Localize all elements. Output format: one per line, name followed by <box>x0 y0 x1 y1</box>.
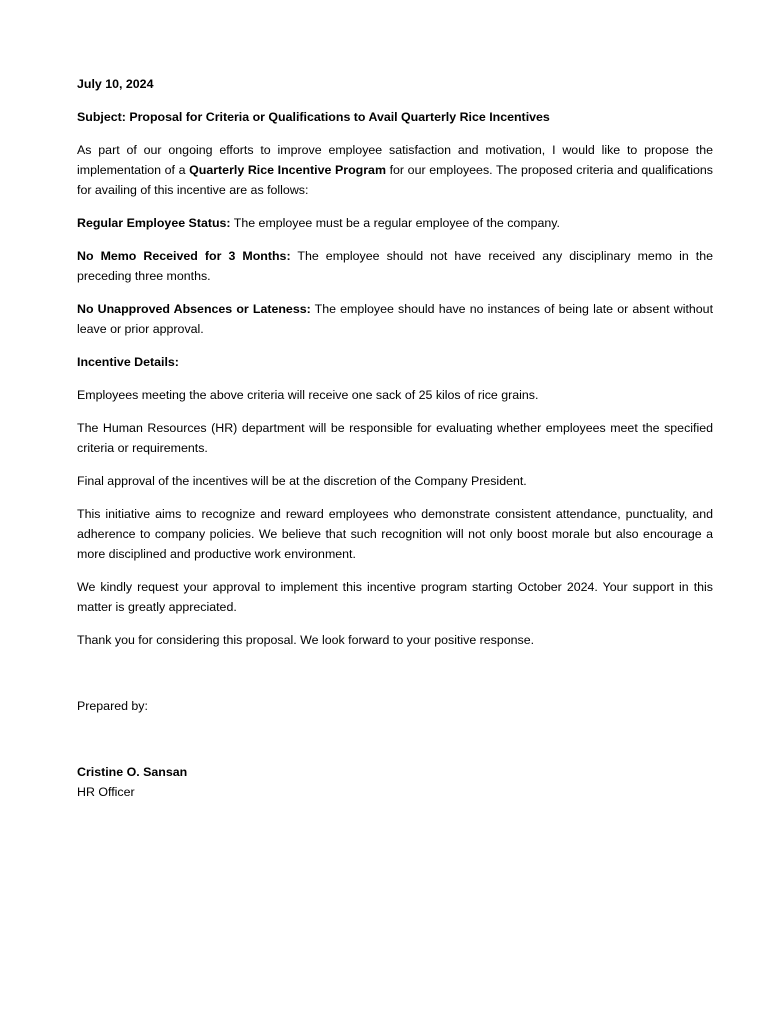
criterion-no-memo <box>77 246 713 286</box>
signer-title: HR Officer <box>77 785 135 799</box>
closing-paragraph: This initiative aims to recognize and reward employees who demonstrate consistent attendance, punctuality, and adherence to company policies. We believe that such recognition will not only boost morale but also encourage a more disciplined and productive work environment. <box>77 507 713 561</box>
incentive-paragraph: Employees meeting the above criteria will receive one sack of 25 kilos of rice grains. <box>77 388 539 402</box>
criterion-no-absences <box>77 299 713 339</box>
incentive-paragraph: The Human Resources (HR) department will be responsible for evaluating whether employees meet the specified criteria or requirements. <box>77 421 713 455</box>
incentive-paragraph: Final approval of the incentives will be at the discretion of the Company President. <box>77 474 527 488</box>
closing-paragraph: We kindly request your approval to implement this incentive program starting October 2024. Your support in this matter is greatly appreciated. <box>77 580 713 614</box>
criterion-text: The employee should not have received any disciplinary memo in the preceding three months. <box>77 249 713 283</box>
prepared-by-label: Prepared by: <box>77 699 148 713</box>
criterion-text: The employee should have no instances of being late or absent without leave or prior approval. <box>77 302 714 336</box>
signer-name: Cristine O. Sansan <box>77 765 188 779</box>
letter-date: July 10, 2024 <box>77 77 154 91</box>
letter-page <box>77 74 713 802</box>
incentive-heading: Incentive Details: <box>77 355 179 369</box>
criterion-label: No Unapproved Absences or Lateness: <box>77 302 311 316</box>
criterion-regular-status <box>77 213 713 233</box>
criterion-text: The employee must be a regular employee of the company. <box>230 216 560 230</box>
criterion-label: No Memo Received for 3 Months: <box>77 249 291 263</box>
intro-paragraph: As part of our ongoing efforts to improve employee satisfaction and motivation, I would like to propose the implementation of a Quarterly Rice Incentive Program for our employees. The proposed criteria and qualifications for availing of this incentive are as follows: <box>77 143 714 197</box>
criterion-label: Regular Employee Status: <box>77 216 231 230</box>
letter-subject: Subject: Proposal for Criteria or Qualifications to Avail Quarterly Rice Incentives <box>77 110 550 124</box>
program-name: Quarterly Rice Incentive Program <box>189 163 386 177</box>
closing-paragraph: Thank you for considering this proposal. We look forward to your positive response. <box>77 633 535 647</box>
